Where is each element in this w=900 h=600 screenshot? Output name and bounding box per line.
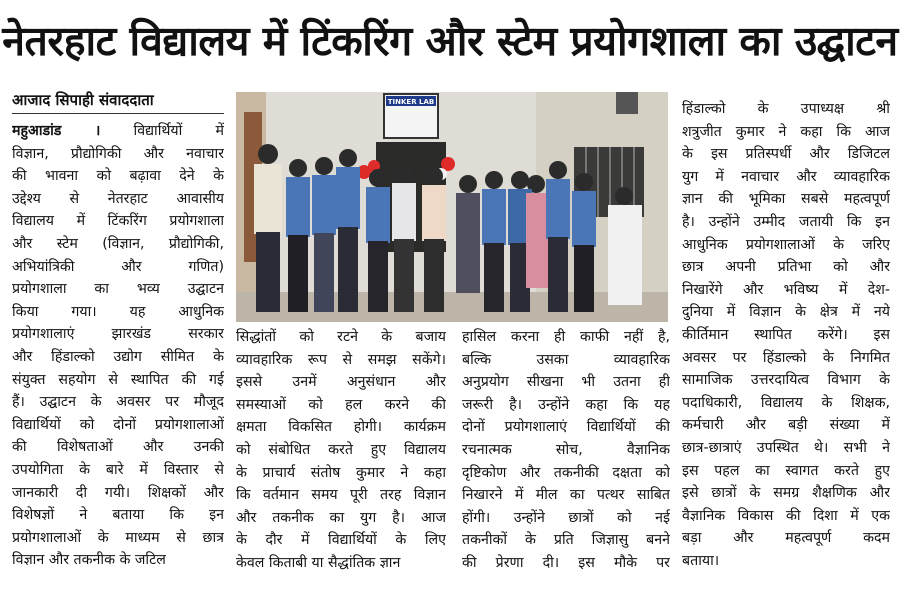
group-photo-illustration xyxy=(236,92,668,322)
col1-line: प्रयोगशालाओं के माध्यम से छात्र xyxy=(12,529,224,546)
col4-line: दुनिया में विज्ञान के क्षेत्र में नये xyxy=(682,304,890,321)
col2-line: समस्याओं को हल करने की xyxy=(236,396,446,413)
col1-line: अभियांत्रिकी और गणित) xyxy=(12,258,224,275)
col1-line: विद्यार्थियों में xyxy=(133,123,224,139)
col1-line: और स्टेम (विज्ञान, प्रौद्योगिकी, xyxy=(12,235,224,252)
col2-line: के दौर में विद्यार्थियों के लिए xyxy=(236,532,446,549)
article-column-4 xyxy=(682,98,890,588)
col3-line: अनुप्रयोग सीखना भी उतना ही xyxy=(462,374,670,391)
col1-line: की भावना को बढ़ावा देने के xyxy=(12,168,224,185)
col1-line: विज्ञान और तकनीक के जटिल xyxy=(12,552,166,569)
dateline: महुआडांड । xyxy=(12,123,101,139)
col2-line: व्यावहारिक रूप से समझ सकेंगे। xyxy=(236,351,446,368)
col1-line: प्रयोगशालाएं झारखंड सरकार xyxy=(12,326,224,343)
col4-line: बताया। xyxy=(682,552,720,569)
col2-line: क्षमता विकसित होगी। कार्यक्रम xyxy=(236,419,446,436)
col3-line: दोनों प्रयोगशालाएं विद्यार्थियों की xyxy=(462,419,670,436)
col3-line: हासिल करना ही काफी नहीं है, xyxy=(462,329,670,345)
col1-line: हैं। उद्घाटन के अवसर पर मौजूद xyxy=(12,394,224,411)
col4-line: ज्ञान की भूमिका सबसे महत्वपूर्ण xyxy=(682,191,890,208)
col1-line: उद्देश्य से नेतरहाट आवासीय xyxy=(12,190,224,207)
col3-line: जरूरी है। उन्होंने कहा कि यह xyxy=(462,396,670,413)
col4-line: इस पहल का स्वागत करते हुए xyxy=(682,462,890,479)
col1-line: और हिंडाल्को उद्योग सीमित के xyxy=(12,348,224,365)
news-photo xyxy=(236,92,668,322)
col4-line: इसे छात्रों के समग्र शैक्षणिक और xyxy=(682,485,890,502)
col3-line: दृष्टिकोण और तकनीकी दक्षता को xyxy=(462,464,670,481)
col2-line: केवल किताबी या सैद्धांतिक ज्ञान xyxy=(236,554,401,571)
col3-line: रचनात्मक सोच, वैज्ञानिक xyxy=(462,441,670,458)
col2-line: के प्राचार्य संतोष कुमार ने कहा xyxy=(236,464,446,481)
col4-line: के इस प्रतिस्पर्धी और डिजिटल xyxy=(682,146,890,163)
sign-text: TINKER LAB xyxy=(387,98,435,106)
col3-line: की प्रेरणा दी। इस मौके पर xyxy=(462,554,670,571)
col1-line: विद्यालय में टिंकरिंग प्रयोगशाला xyxy=(12,213,224,230)
col4-line: अवसर पर हिंडाल्को के निगमित xyxy=(682,349,890,366)
col3-line: तकनीकों के प्रति जिज्ञासु बनने xyxy=(462,532,670,549)
col4-line: कीर्तिमान स्थापित करेंगे। इस xyxy=(682,326,890,343)
col1-line: संयुक्त सहयोग से स्थापित की गई xyxy=(12,371,224,388)
col1-line: जानकारी दी गयी। शिक्षकों और xyxy=(12,484,224,501)
col1-line: की विशेषताओं और उनकी xyxy=(12,439,224,456)
col1-line: विशेषज्ञों ने बताया कि इन xyxy=(12,507,224,524)
col4-line: छात्र अपनी प्रतिभा को और xyxy=(682,259,890,276)
first-line xyxy=(12,120,224,143)
article-column-2 xyxy=(236,326,446,588)
col2-line: सिद्धांतों को रटने के बजाय xyxy=(236,329,446,345)
col4-line: बड़ा और महत्वपूर्ण कदम xyxy=(682,530,890,547)
article-column-3 xyxy=(462,326,670,588)
col4-line: पदाधिकारी, विद्यालय के शिक्षक, xyxy=(682,394,890,411)
col4-line: कर्मचारी और बड़ी संख्या में xyxy=(682,417,890,434)
col4-line: आधुनिक प्रयोगशालाओं के जरिए xyxy=(682,236,890,253)
col4-line: छात्र-छात्राएं उपस्थित थे। सभी ने xyxy=(682,439,890,456)
col4-line: शत्रुजीत कुमार ने कहा कि आज xyxy=(682,123,890,140)
col2-line: इससे उनमें अनुसंधान और xyxy=(236,374,446,391)
col3-line: होंगी। उन्होंने छात्रों को नई xyxy=(462,509,670,526)
col3-line: निखारने में मील का पत्थर साबित xyxy=(462,487,670,504)
col1-line: उपयोगिता के बारे में विस्तार से xyxy=(12,461,224,478)
col2-line: को संबोधित करते हुए विद्यालय xyxy=(236,441,446,458)
col4-line: युग में नवाचार और व्यावहारिक xyxy=(682,168,890,185)
col4-line: सामाजिक उत्तरदायित्व विभाग के xyxy=(682,372,890,389)
col4-line: निखारेंगे और भविष्य में देश- xyxy=(682,281,890,298)
col2-line: कि वर्तमान समय पूरी तरह विज्ञान xyxy=(236,487,446,504)
col4-line: हिंडाल्को के उपाध्यक्ष श्री xyxy=(682,101,890,117)
col4-line: है। उन्होंने उम्मीद जतायी कि इन xyxy=(682,213,890,230)
col1-line: किया गया। यह आधुनिक xyxy=(12,303,224,320)
headline: नेतरहाट विद्यालय में टिंकरिंग और स्टेम प्रयोगशाला का उद्घाटन xyxy=(2,17,898,65)
col1-line: प्रयोगशाला का भव्य उद्घाटन xyxy=(12,281,224,298)
byline: आजाद सिपाही संवाददाता xyxy=(12,90,224,114)
col1-line: विज्ञान, प्रौद्योगिकी और नवाचार xyxy=(12,145,224,162)
col4-line: वैज्ञानिक विकास की दिशा में एक xyxy=(682,507,890,524)
col3-line: बल्कि उसका व्यावहारिक xyxy=(462,351,670,368)
col1-line: विद्यार्थियों को दोनों प्रयोगशालाओं xyxy=(12,416,224,433)
article-column-1 xyxy=(12,120,224,590)
col2-line: और तकनीक का युग है। आज xyxy=(236,509,446,526)
